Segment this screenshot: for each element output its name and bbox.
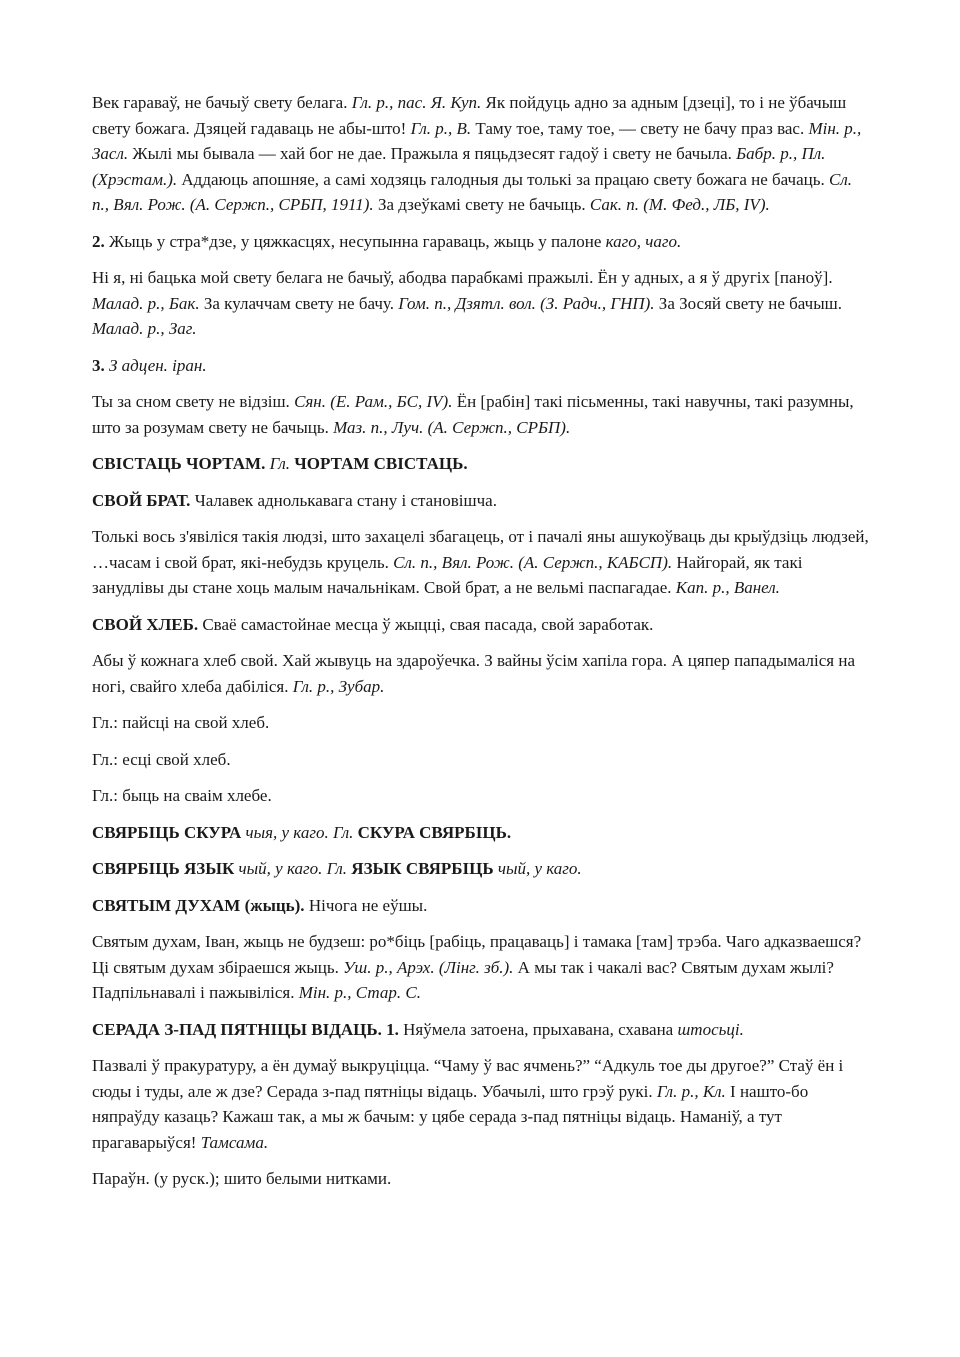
body-text: Гл.: есці свой хлеб. bbox=[92, 749, 231, 769]
source-citation: Сян. (Е. Рам., БС, IV). bbox=[294, 392, 453, 411]
body-text: І нашто-бо няпраўду казаць? Кажаш так, а мы ж бачым: у цябе серада з-пад пятніцы відаць. Наманіў, а тут прагаварыўся! bbox=[92, 1081, 809, 1152]
entry-sviarbits-yazyk bbox=[92, 856, 872, 882]
example-sviatym-dukham bbox=[92, 929, 872, 1006]
example-serada-z-pad-piatnitsy bbox=[92, 1053, 872, 1155]
body-text: Абы ў кожнага хлеб свой. Хай жывуць на здароўечка. З вайны ўсім хапіла гора. А цяпер пападымаліся на ногі, свайго хлеба дабіліся. bbox=[92, 651, 856, 696]
source-citation: чый, у каго. Гл. bbox=[238, 859, 348, 878]
example-paragraph-3 bbox=[92, 389, 872, 440]
source-citation: Сл. п., Вял. Рож. (А. Сержп., КАБСП). bbox=[393, 552, 673, 572]
source-citation: Мін. р., Засл. bbox=[92, 118, 862, 163]
headword-text: СВОЙ ХЛЕБ. bbox=[92, 614, 199, 634]
source-citation: Гл. р., Зубар. bbox=[292, 676, 385, 696]
source-citation: З адцен. іран. bbox=[109, 355, 207, 375]
example-svoi-brat bbox=[92, 524, 872, 601]
sense-definition-3 bbox=[92, 353, 872, 379]
body-text: Таму тое, таму тое, — свету не бачу праз вас. bbox=[471, 118, 809, 138]
headword-text: СВІСТАЦЬ ЧОРТАМ. bbox=[92, 454, 266, 473]
body-text: Як пойдуць адно за адным [дзеці], то і не ўбачыш свету божага. Дзяцей гадаваць не абы-што! bbox=[92, 93, 847, 138]
source-citation: Малад. р., Бак. bbox=[92, 293, 200, 313]
entry-svoi-brat bbox=[92, 488, 872, 514]
comparison-note bbox=[92, 1166, 872, 1192]
source-citation: Кап. р., Ванел. bbox=[675, 578, 780, 597]
body-text: Аддаюць апошняе, а самі ходзяць галодныя ды толькі за працаю свету божага не бачаць. bbox=[177, 169, 829, 189]
source-citation: чыя, у каго. Гл. bbox=[245, 822, 354, 842]
headword-text: СВЯРБІЦЬ ЯЗЫК bbox=[92, 859, 235, 878]
source-citation: Сак. п. (М. Фед., ЛБ, IV). bbox=[589, 195, 770, 214]
source-citation: Малад. р., Заг. bbox=[92, 319, 197, 338]
body-text: За дзеўкамі свету не бачыць. bbox=[373, 195, 590, 214]
source-citation: Сл. п., Вял. Рож. (А. Сержп., СРБП, 1911). bbox=[92, 169, 853, 214]
source-citation: Гл. р., Кл. bbox=[656, 1081, 726, 1101]
headword-text: СВЯРБІЦЬ СКУРА bbox=[92, 822, 242, 842]
source-citation: Мін. р., Стар. С. bbox=[298, 983, 421, 1002]
source-citation: Уш. р., Арэх. (Лінг. зб.). bbox=[343, 957, 514, 977]
body-text: Гл.: пайсці на свой хлеб. bbox=[92, 713, 270, 732]
body-text: Век гараваў, не бачыў свету белага. bbox=[92, 93, 352, 112]
body-text: Найгорай, як такі занудлівы ды стане хоць малым начальнікам. Свой брат, а не вельмі паспагадае. bbox=[92, 552, 803, 597]
cross-reference-1 bbox=[92, 710, 872, 736]
example-paragraph-2 bbox=[92, 265, 872, 342]
body-text: Жыць у стра*дзе, у цяжкасцях, несупынна гараваць, жыць у палоне bbox=[104, 231, 606, 251]
body-text: За Зосяй свету не бачыш. bbox=[654, 293, 842, 313]
example-svoi-khleb bbox=[92, 648, 872, 699]
source-citation: Тамсама. bbox=[200, 1132, 269, 1152]
source-citation: чый, у каго. bbox=[497, 859, 582, 878]
source-citation: Гл. р., пас. Я. Куп. bbox=[351, 93, 482, 112]
source-citation: Маз. п., Луч. (А. Сержп., СРБП). bbox=[333, 417, 571, 437]
document-page bbox=[92, 90, 872, 1203]
body-text: Ні я, ні бацька мой свету белага не бачыў, абодва парабкамі пражылі. Ён у адных, а я ў другіх [паноў]. bbox=[92, 268, 833, 287]
cross-reference-3 bbox=[92, 783, 872, 809]
headword-text: СВОЙ БРАТ. bbox=[92, 490, 191, 510]
source-citation: штосьці. bbox=[677, 1019, 744, 1039]
body-text: Сваё самастойнае месца ў жыцці, свая пасада, свой заработак. bbox=[198, 614, 654, 634]
headword-text: 3. bbox=[92, 355, 105, 375]
body-text: За кулаччам свету не бачу. bbox=[199, 293, 399, 313]
body-text: Параўн. (у руск.); шито белыми нитками. bbox=[92, 1169, 392, 1188]
source-citation: Гл. bbox=[269, 454, 291, 473]
entry-serada-z-pad-piatnitsy bbox=[92, 1017, 872, 1043]
body-text: Чалавек аднолькавага стану і становішча. bbox=[190, 490, 497, 510]
source-citation: Бабр. р., Пл. (Хрэстам.). bbox=[92, 144, 826, 189]
entry-svistats-chortam bbox=[92, 451, 872, 477]
source-citation: Гом. п., Дзятл. вол. (З. Радч., ГНП). bbox=[398, 293, 655, 313]
example-paragraph-1 bbox=[92, 90, 872, 218]
headword-text: 2. bbox=[92, 231, 105, 251]
cross-reference-2 bbox=[92, 747, 872, 773]
body-text: А мы так і чакалі вас? Святым духам жылі? Падпільнавалі і пажывіліся. bbox=[92, 957, 834, 1002]
sense-definition-2 bbox=[92, 229, 872, 255]
body-text: Толькі вось з'явіліся такія людзі, што захацелі збагацець, от і пачалі яны ашукоўваць ды крыўдзіць людзей, …часам і свой брат, які-небудзь круцель. bbox=[92, 527, 869, 572]
body-text: Святым духам, Іван, жыць не будзеш: ро*біць [рабіць, працаваць] і тамака [там] трэба. Чаго адказваешся? Ці святым духам збіраешся жыць. bbox=[92, 932, 862, 977]
body-text: Няўмела затоена, прыхавана, схавана bbox=[398, 1019, 678, 1039]
headword-text: СКУРА СВЯРБІЦЬ. bbox=[357, 822, 512, 842]
headword-text: ЯЗЫК СВЯРБІЦЬ bbox=[351, 859, 494, 878]
source-citation: Гл. р., В. bbox=[410, 118, 472, 138]
entry-sviatym-dukham bbox=[92, 893, 872, 919]
body-text: Ён [рабін] такі пісьменны, такі навучны, такі разумны, што за розумам свету не бачыць. bbox=[92, 392, 854, 437]
body-text: Ты за сном свету не відзіш. bbox=[92, 392, 295, 411]
body-text: Жылі мы бывала — хай бог не дае. Пражыла я пяцьдзесят гадоў і свету не бачыла. bbox=[128, 144, 737, 163]
body-text: Пазвалі ў пракуратуру, а ён думаў выкруціцца. “Чаму ў вас ячмень?” “Адкуль тое ды другое?” Стаў ён і сюды і туды, але ж дзе? Серада з-пад пятніцы відаць. Убачылі, што грэў рукі. bbox=[92, 1056, 844, 1101]
headword-text: ЧОРТАМ СВІСТАЦЬ. bbox=[294, 454, 468, 473]
entry-sviarbits-skura bbox=[92, 820, 872, 846]
headword-text: СЕРАДА З-ПАД ПЯТНІЦЫ ВІДАЦЬ. 1. bbox=[92, 1019, 399, 1039]
source-citation: каго, чаго. bbox=[605, 231, 682, 251]
headword-text: СВЯТЫМ ДУХАМ (жыць). bbox=[92, 895, 305, 915]
body-text: Гл.: быць на сваім хлебе. bbox=[92, 786, 272, 805]
entry-svoi-khleb bbox=[92, 612, 872, 638]
body-text: Нічога не еўшы. bbox=[304, 895, 428, 915]
